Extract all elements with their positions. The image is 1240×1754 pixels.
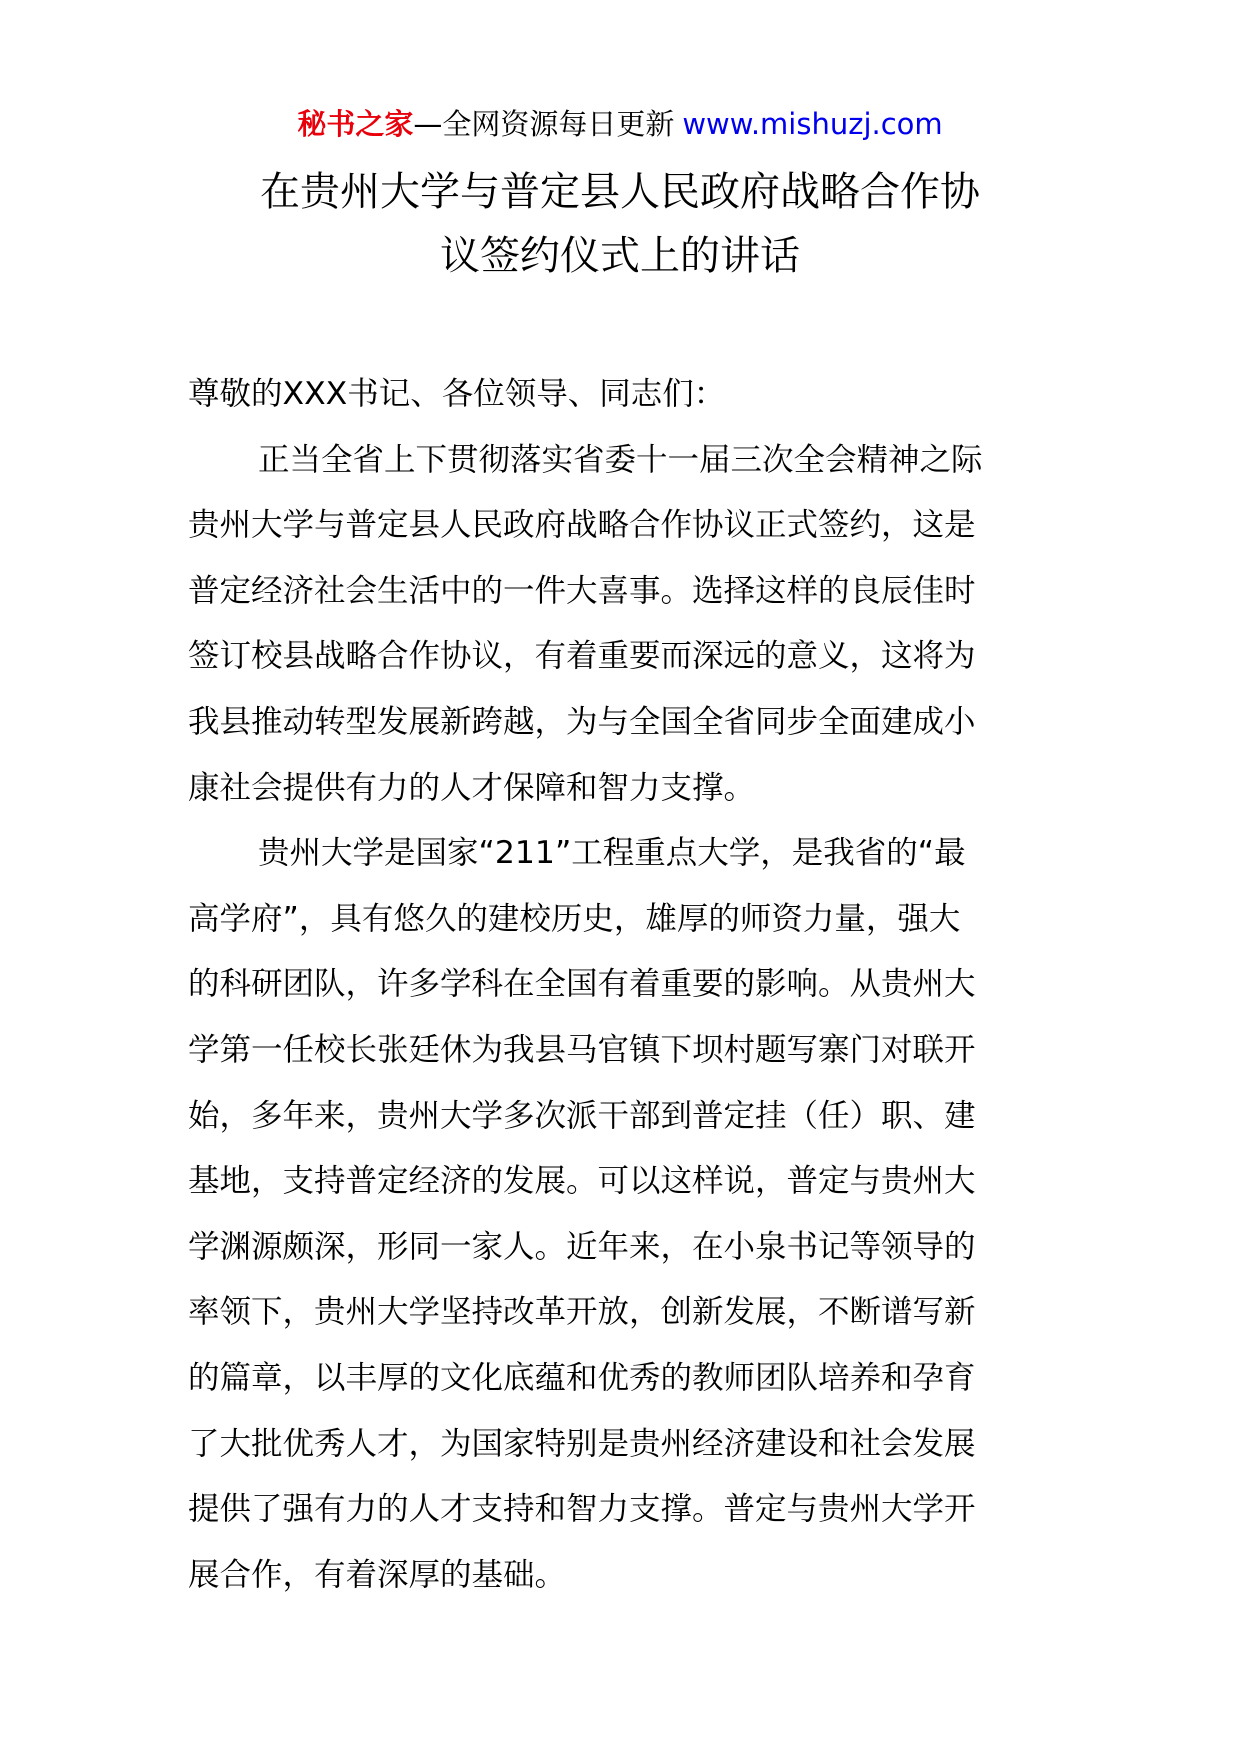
salutation: 尊敬的XXX书记、各位领导、同志们： [188, 376, 726, 412]
body-line: 康社会提供有力的人才保障和智力支撑。 [188, 769, 756, 806]
body-line: 了大批优秀人才，为国家特别是贵州经济建设和社会发展 [188, 1425, 976, 1462]
body-line: 始，多年来，贵州大学多次派干部到普定挂（任）职、建 [188, 1097, 976, 1134]
body-line: 贵州大学与普定县人民政府战略合作协议正式签约，这是 [188, 507, 976, 544]
document-title [190, 160, 1050, 288]
body-line: 学第一任校长张廷休为我县马官镇下坝村题写寨门对联开 [188, 1031, 976, 1068]
body-line: 高学府”，具有悠久的建校历史，雄厚的师资力量，强大 [188, 900, 961, 937]
body-line: 签订校县战略合作协议，有着重要而深远的意义，这将为 [188, 638, 976, 675]
document-body [188, 362, 1060, 1608]
title-line-2: 议签约仪式上的讲话 [440, 233, 800, 279]
body-line: 学渊源颇深，形同一家人。近年来，在小泉书记等领导的 [188, 1228, 976, 1265]
body-line: 的科研团队，许多学科在全国有着重要的影响。从贵州大 [188, 966, 976, 1003]
site-url-link[interactable]: www.mishuzj.com [682, 107, 943, 141]
site-header [0, 102, 1240, 146]
body-line: 正当全省上下贯彻落实省委十一届三次全会精神之际 [258, 441, 983, 478]
brand-tagline: —全网资源每日更新 [413, 107, 675, 141]
body-line: 的篇章，以丰厚的文化底蕴和优秀的教师团队培养和孕育 [188, 1359, 976, 1396]
body-line: 普定经济社会生活中的一件大喜事。选择这样的良辰佳时 [188, 572, 976, 609]
brand-name: 秘书之家 [297, 107, 414, 141]
body-line: 我县推动转型发展新跨越，为与全国全省同步全面建成小 [188, 703, 976, 740]
body-line: 展合作，有着深厚的基础。 [188, 1556, 567, 1593]
body-line: 贵州大学是国家“211”工程重点大学，是我省的“最 [258, 835, 966, 872]
body-line: 提供了强有力的人才支持和智力支撑。普定与贵州大学开 [188, 1491, 976, 1528]
body-line: 基地，支持普定经济的发展。可以这样说，普定与贵州大 [188, 1163, 976, 1200]
body-line: 率领下，贵州大学坚持改革开放，创新发展，不断谱写新 [188, 1294, 976, 1331]
title-line-1: 在贵州大学与普定县人民政府战略合作协 [260, 169, 980, 215]
